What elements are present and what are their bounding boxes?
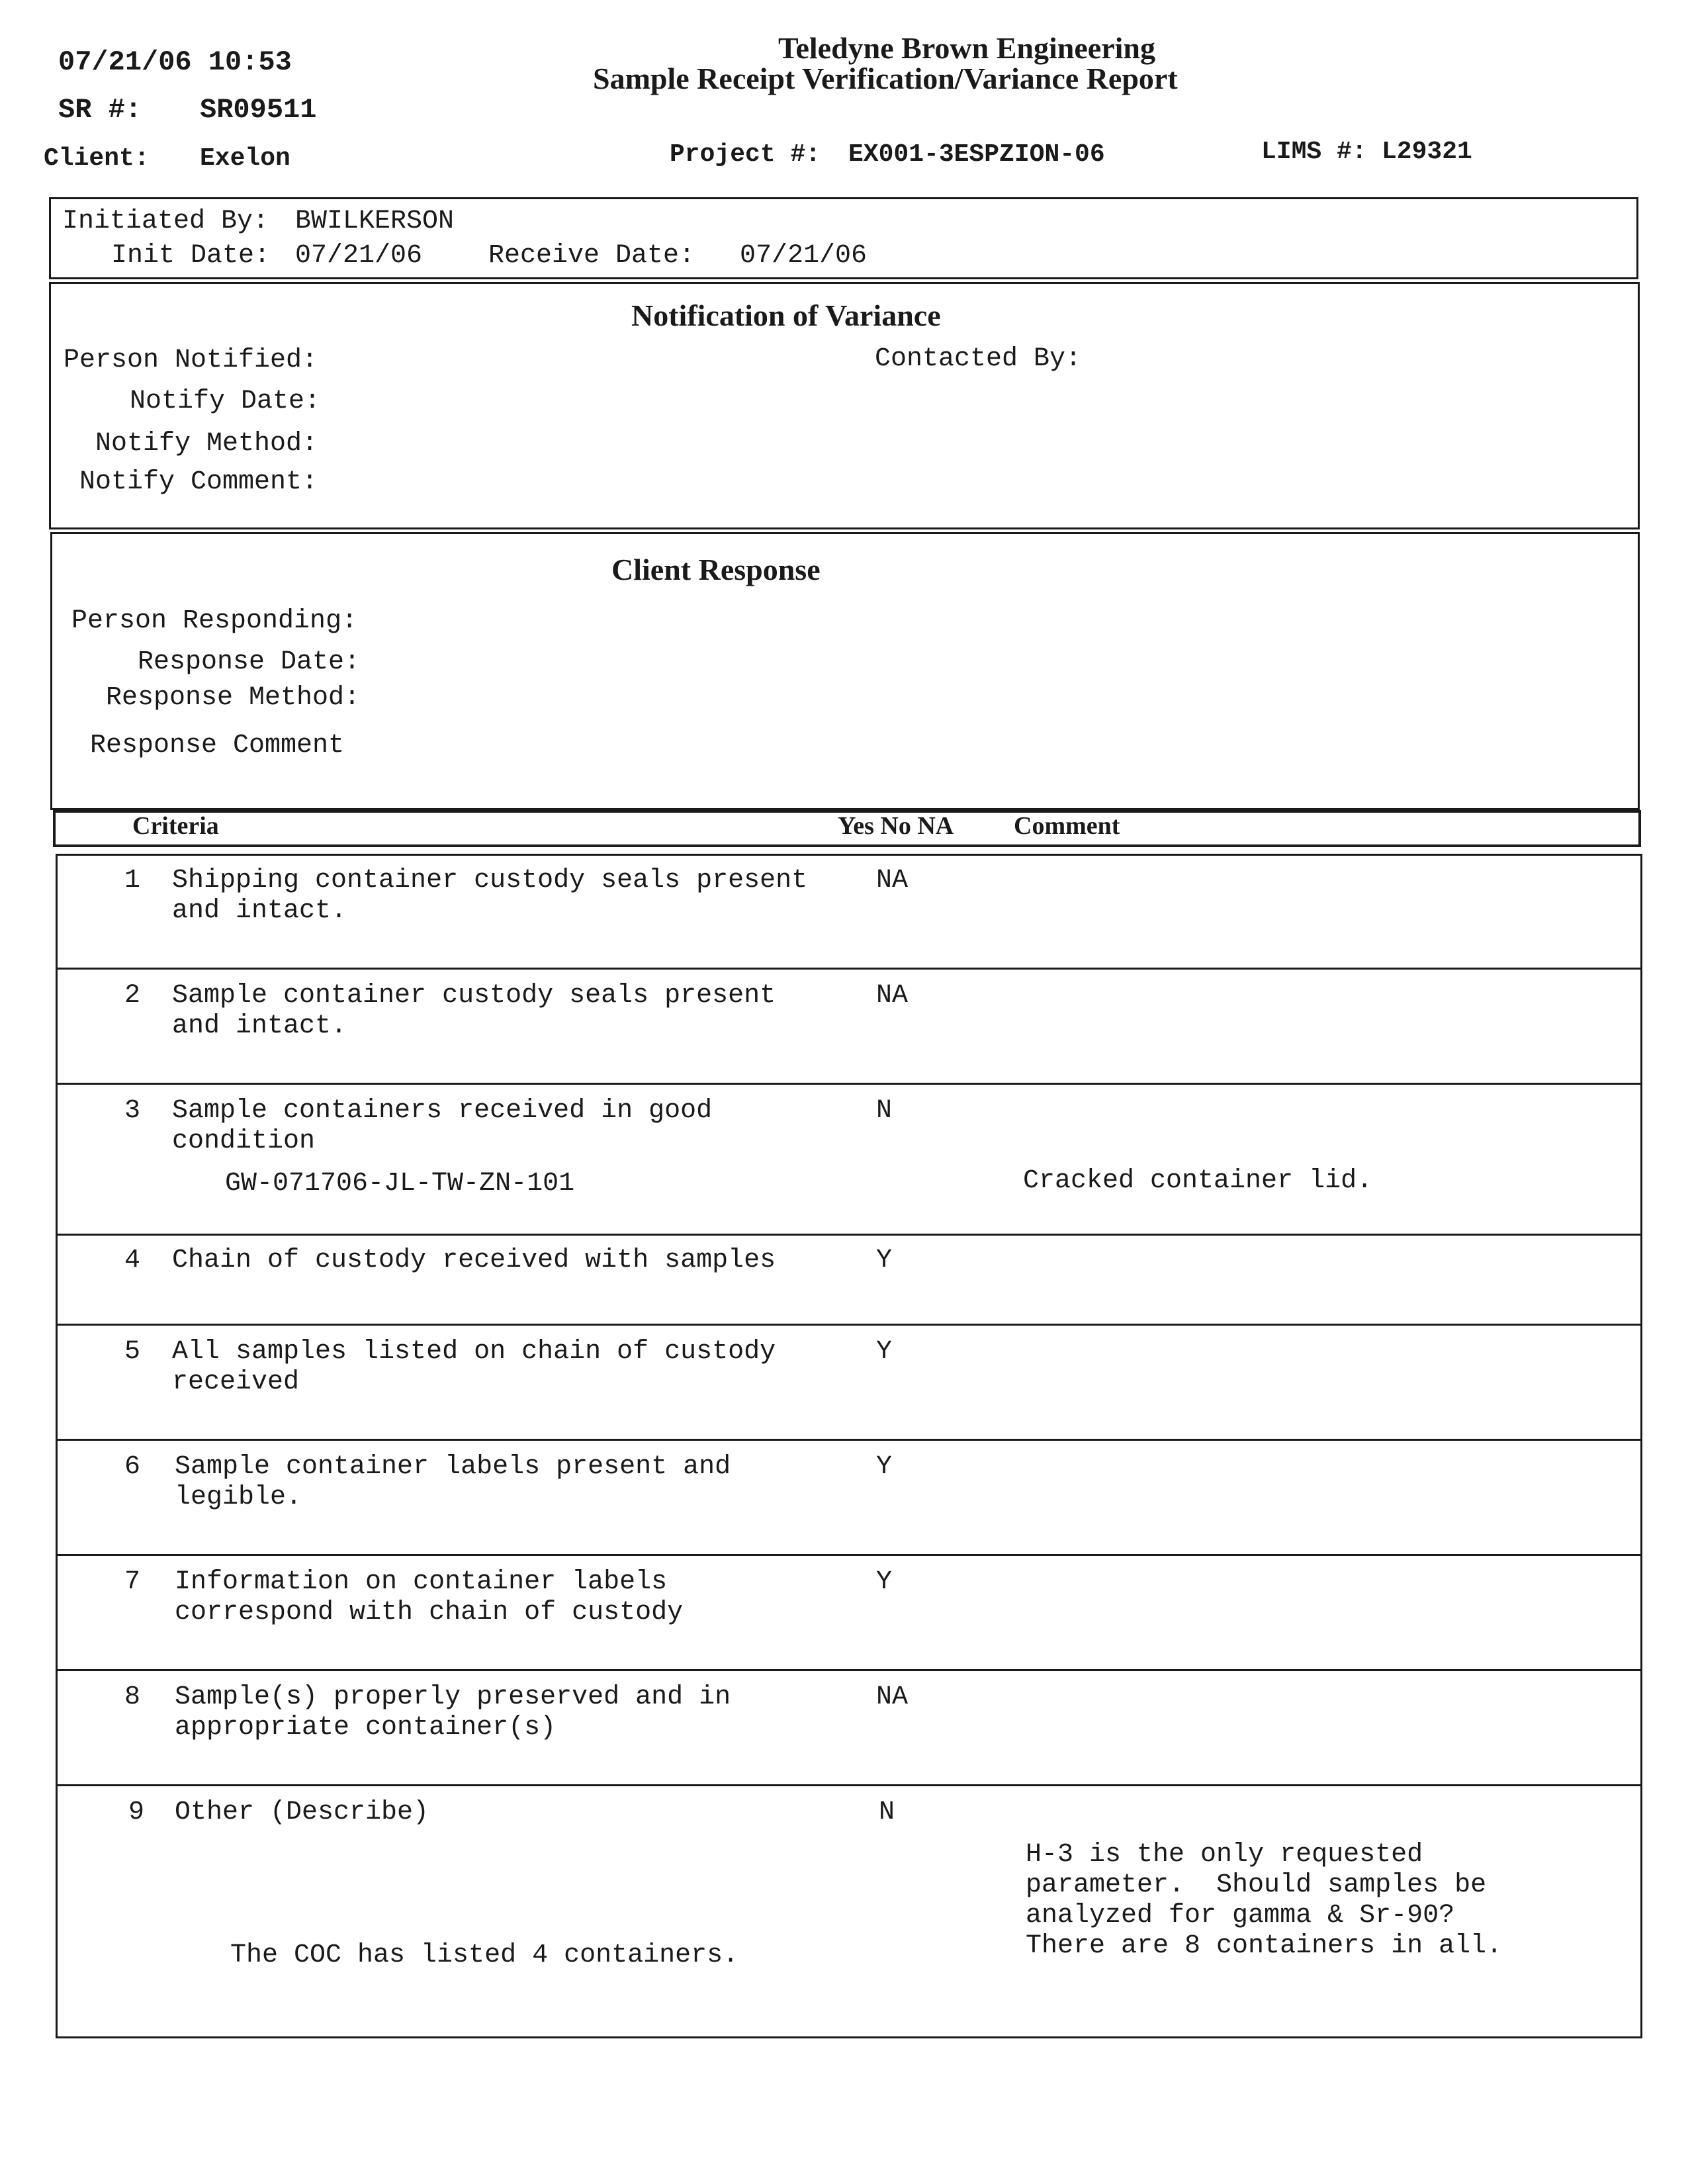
report-title: Sample Receipt Verification/Variance Report [593, 62, 1178, 95]
criteria-number: 9 [128, 1797, 145, 1827]
client-response-title: Client Response [611, 553, 821, 586]
lims-label: LIMS #: [1261, 138, 1367, 166]
init-date-value: 07/21/06 [295, 241, 423, 271]
contacted-by-label: Contacted By: [875, 344, 1082, 374]
row-divider [56, 1554, 1642, 1556]
receive-date-label: Receive Date: [488, 241, 695, 271]
notify-method-label: Notify Method: [95, 429, 318, 459]
comment-header-label: Comment [1014, 812, 1120, 840]
variance-title: Notification of Variance [631, 298, 941, 332]
yes-no-na-header-label: Yes No NA [838, 812, 954, 840]
criteria-text: Sample containers received in good condition [172, 1096, 713, 1156]
criteria-answer: NA [876, 1682, 909, 1712]
row-divider [56, 1439, 1642, 1441]
criteria-text: Other (Describe) [175, 1797, 429, 1827]
project-label: Project #: [670, 140, 821, 169]
criteria-header-label: Criteria [132, 812, 219, 840]
criteria-comment: H-3 is the only requested parameter. Should samples be analyzed for gamma & Sr-90? There are 8 containers in all. [1026, 1840, 1503, 1961]
criteria-number: 2 [124, 981, 141, 1011]
initiated-by-value: BWILKERSON [295, 206, 455, 236]
receive-date-value: 07/21/06 [740, 241, 868, 271]
criteria-number: 6 [124, 1452, 141, 1482]
criteria-number: 5 [124, 1337, 141, 1367]
sample-note: The COC has listed 4 containers. [230, 1940, 739, 1970]
criteria-comment: Cracked container lid. [1023, 1166, 1373, 1196]
criteria-text: Chain of custody received with samples [172, 1246, 776, 1275]
row-divider [56, 1234, 1642, 1236]
criteria-answer: Y [876, 1567, 893, 1597]
criteria-answer: Y [876, 1337, 893, 1367]
row-divider [56, 1324, 1642, 1326]
company-name: Teledyne Brown Engineering [778, 31, 1155, 65]
notify-comment-label: Notify Comment: [79, 467, 318, 497]
criteria-text: Information on container labels correspond with chain of custody [175, 1567, 684, 1627]
criteria-answer: Y [876, 1452, 893, 1482]
criteria-answer: NA [876, 981, 909, 1011]
lims-value: L29321 [1382, 138, 1472, 166]
criteria-answer: NA [876, 866, 909, 895]
response-method-label: Response Method: [106, 683, 361, 713]
person-notified-label: Person Notified: [64, 345, 318, 375]
sr-label: SR #: [58, 94, 142, 126]
sample-id: GW-071706-JL-TW-ZN-101 [225, 1169, 575, 1199]
response-date-label: Response Date: [138, 647, 361, 677]
report-datetime: 07/21/06 10:53 [58, 46, 292, 78]
criteria-number: 3 [124, 1096, 141, 1126]
row-divider [56, 1083, 1642, 1085]
client-value: Exelon [200, 144, 290, 173]
project-value: EX001-3ESPZION-06 [848, 140, 1105, 169]
criteria-text: Sample(s) properly preserved and in appropriate container(s) [175, 1682, 731, 1743]
client-label: Client: [44, 144, 150, 173]
criteria-number: 7 [124, 1567, 141, 1597]
criteria-number: 4 [124, 1246, 141, 1275]
notify-date-label: Notify Date: [130, 387, 321, 416]
criteria-number: 8 [124, 1682, 141, 1712]
criteria-text: All samples listed on chain of custody received [172, 1337, 776, 1397]
row-divider [56, 1784, 1642, 1786]
response-comment-label: Response Comment [90, 731, 345, 760]
row-divider [56, 968, 1642, 970]
criteria-text: Sample container labels present and legible. [175, 1452, 731, 1512]
sr-value: SR09511 [200, 94, 317, 126]
criteria-text: Shipping container custody seals present and intact. [172, 866, 808, 926]
criteria-answer: Y [876, 1246, 893, 1275]
init-date-label: Init Date: [111, 241, 271, 271]
criteria-number: 1 [124, 866, 141, 895]
person-responding-label: Person Responding: [71, 606, 358, 636]
criteria-answer: N [879, 1797, 895, 1827]
row-divider [56, 1669, 1642, 1671]
criteria-answer: N [876, 1096, 893, 1126]
criteria-text: Sample container custody seals present and intact. [172, 981, 776, 1041]
initiated-by-label: Initiated By: [62, 206, 269, 236]
